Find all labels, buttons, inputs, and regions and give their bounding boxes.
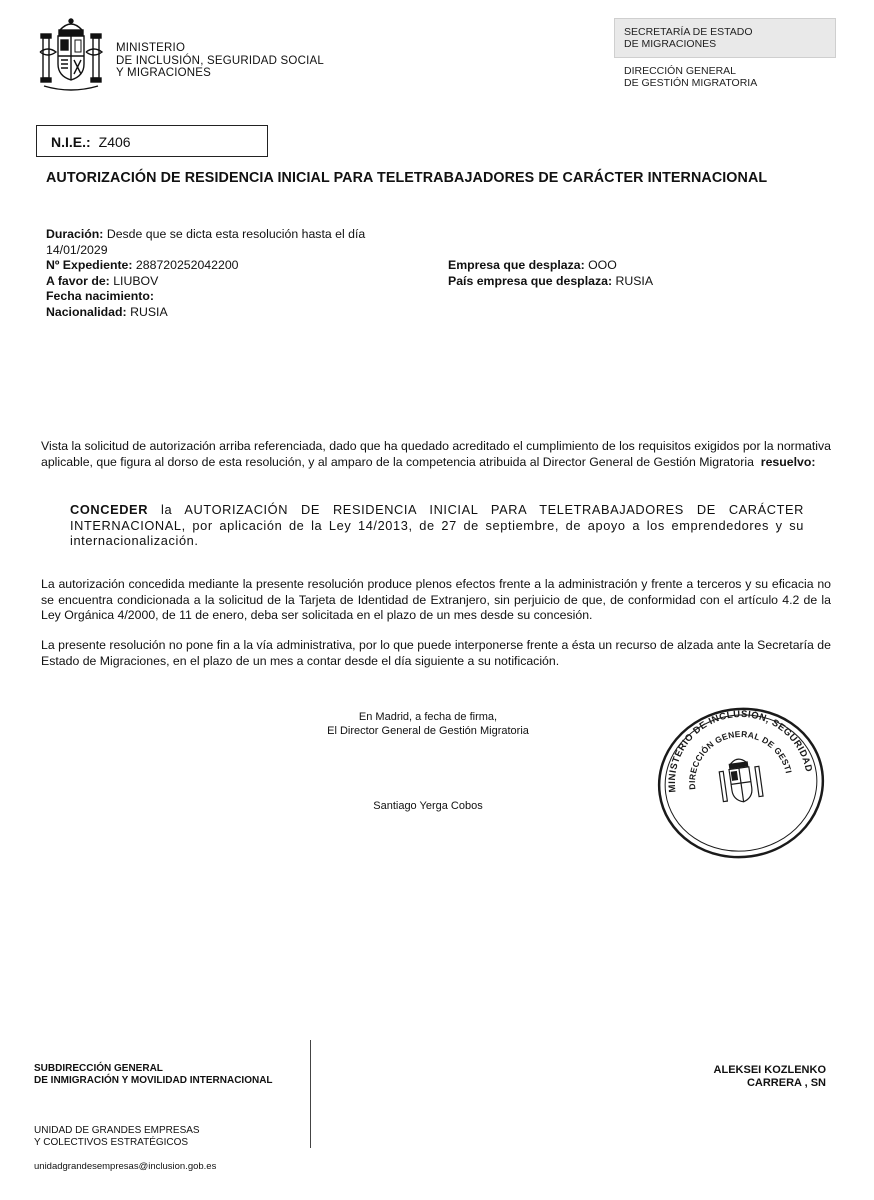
footer-divider	[310, 1040, 311, 1148]
subdireccion-line-2: DE INMIGRACIÓN Y MOVILIDAD INTERNACIONAL	[34, 1075, 273, 1086]
recurso-paragraph: La presente resolución no pone fin a la vía administrativa, por lo que puede interponerse frente a ésta un recurso de alzada ante la Secretaría de Estado de Migraciones, en el plazo de un mes a contar desde el día siguiente a su notificación.	[41, 638, 831, 668]
ministry-line-2: DE INCLUSIÓN, SEGURIDAD SOCIAL	[116, 54, 324, 67]
pais-label: País empresa que desplaza:	[448, 273, 613, 288]
ministry-line-3: Y MIGRACIONES	[116, 67, 212, 79]
pais-row	[448, 274, 828, 290]
resuelvo-label: resuelvo:	[760, 454, 816, 469]
secretaria-line-2: DE MIGRACIONES	[624, 38, 717, 50]
document-title: AUTORIZACIÓN DE RESIDENCIA INICIAL PARA TELETRABAJADORES DE CARÁCTER INTERNACIONAL	[46, 170, 768, 186]
secretaria-box	[614, 18, 836, 58]
favor-label: A favor de:	[46, 273, 110, 288]
expediente-row	[46, 258, 406, 274]
recipient-address: CARRERA , SN	[746, 1077, 826, 1089]
direccion-general	[624, 65, 757, 89]
signature-block	[300, 711, 556, 738]
details-right	[448, 258, 828, 289]
nie-box	[36, 125, 268, 157]
duracion-row	[46, 227, 406, 243]
expediente-label: Nº Expediente:	[46, 258, 133, 272]
concede-bold: CONCEDER	[70, 502, 149, 517]
empresa-row	[448, 258, 828, 274]
empresa-label: Empresa que desplaza:	[448, 258, 585, 272]
recipient-name: ALEKSEI KOZLENKO	[713, 1064, 826, 1076]
svg-text:MINISTERIO DE INCLUSIÓN, SEGUR: MINISTERIO DE INCLUSIÓN, SEGURIDAD	[666, 708, 815, 793]
footer-email: unidadgrandesempresas@inclusion.gob.es	[34, 1161, 217, 1172]
concede-paragraph	[70, 502, 804, 549]
expediente-value: 288720252042200	[135, 258, 239, 272]
footer-unidad	[34, 1125, 200, 1149]
nacionalidad-value: RUSIA	[130, 304, 168, 319]
intro-paragraph	[41, 439, 831, 470]
favor-value: LIUBOV	[113, 273, 159, 288]
empresa-value: OOO	[588, 258, 617, 272]
nacimiento-label: Fecha nacimiento:	[46, 289, 154, 303]
nacimiento-row	[46, 289, 406, 305]
signature-place-date: En Madrid, a fecha de firma,	[358, 711, 498, 723]
ministry-name	[116, 42, 324, 80]
coat-of-arms-icon	[38, 16, 104, 94]
ministry-line-1: MINISTERIO	[116, 42, 186, 54]
direccion-line-2: DE GESTIÓN MIGRATORIA	[624, 77, 758, 89]
secretaria-line-1: SECRETARÍA DE ESTADO	[624, 26, 753, 38]
footer-subdireccion	[34, 1063, 273, 1087]
svg-text:DIRECCIÓN GENERAL DE GESTIÓN M: DIRECCIÓN GENERAL DE GESTIÓN	[686, 728, 794, 791]
nacionalidad-row	[46, 305, 406, 321]
nie-label: N.I.E.:	[51, 134, 91, 150]
duracion-date: 14/01/2029	[46, 242, 108, 257]
nie-value: Z406	[98, 134, 131, 150]
official-stamp-icon	[655, 705, 827, 861]
pais-value: RUSIA	[615, 273, 654, 288]
subdireccion-line-1: SUBDIRECCIÓN GENERAL	[34, 1063, 163, 1074]
recipient-block	[626, 1064, 826, 1090]
concede-text: la AUTORIZACIÓN DE RESIDENCIA INICIAL PARA TELETRABAJADORES DE CARÁCTER INTERNACIONAL, por aplicación de la Ley 14/2013, de 27 de septiembre, de apoyo a los emprendedores y su internacionalización.	[70, 502, 805, 548]
direccion-line-1: DIRECCIÓN GENERAL	[624, 65, 737, 77]
unidad-line-2: Y COLECTIVOS ESTRATÉGICOS	[34, 1137, 189, 1148]
details-left	[46, 227, 406, 320]
intro-text: Vista la solicitud de autorización arriba referenciada, dado que ha quedado acreditado el cumplimiento de los requisitos exigidos por la normativa aplicable, que figura al dorso de esta resolución, y al amparo de la competencia atribuida al Director General de Gestión Migratoria	[41, 439, 831, 469]
duracion-label: Duración:	[46, 227, 104, 241]
efectos-paragraph: La autorización concedida mediante la presente resolución produce plenos efectos frente a la administración y frente a terceros y su eficacia no se encuentra condicionada a la solicitud de la Tarjeta de Identidad de Extranjero, sin perjuicio de que, de conformidad con el artículo 4.2 de la Ley Orgánica 4/2000, de 11 de enero, deba ser solicitada en el plazo de un mes desde su concesión.	[41, 577, 831, 622]
signature-role: El Director General de Gestión Migratoria	[327, 724, 529, 737]
favor-row	[46, 274, 406, 290]
nacionalidad-label: Nacionalidad:	[46, 304, 127, 319]
duracion-value: Desde que se dicta esta resolución hasta el día	[106, 227, 366, 241]
signature-name: Santiago Yerga Cobos	[373, 800, 483, 812]
unidad-line-1: UNIDAD DE GRANDES EMPRESAS	[34, 1125, 200, 1136]
